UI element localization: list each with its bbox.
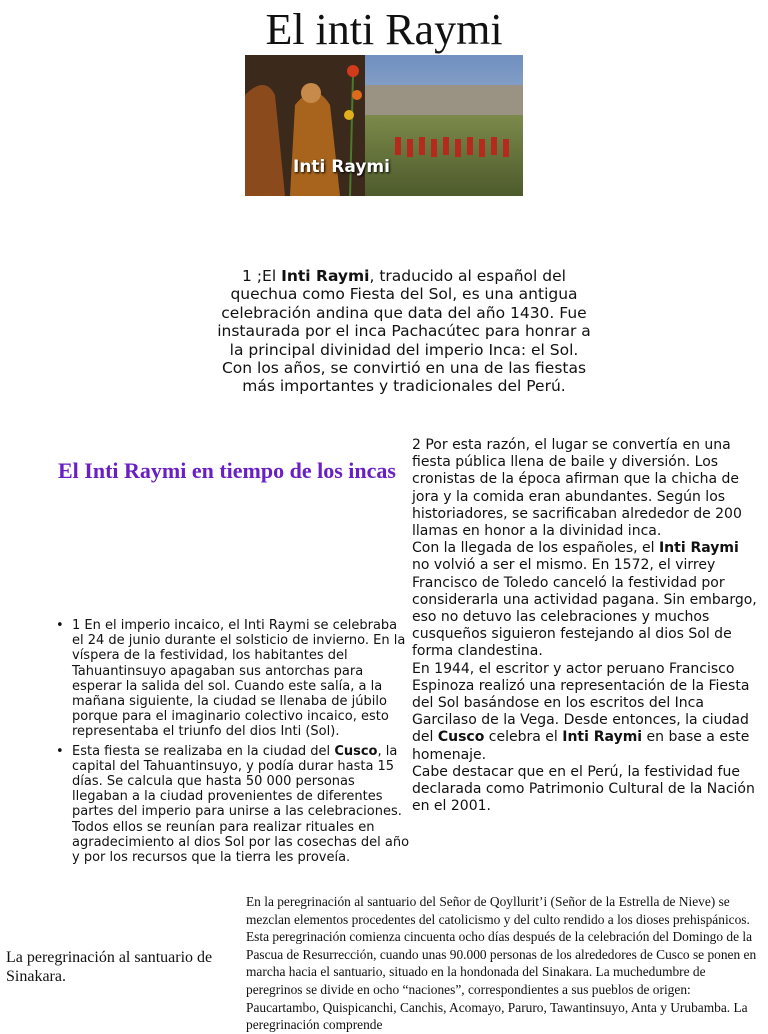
- paragraph-text: en base a este homenaje.: [412, 729, 750, 763]
- list-item: [56, 618, 412, 740]
- intro-text-start: 1 ;El: [242, 267, 282, 285]
- history-bullet-list: [56, 618, 412, 866]
- paragraph-text: Con la llegada de los españoles, el: [412, 540, 659, 557]
- right-column: [412, 437, 760, 815]
- page-title: El inti Raymi: [265, 5, 503, 54]
- paragraph-text: En 1944, el escritor y actor peruano Francisco Espinoza realizó una representación de la Fiesta del Sol basándose en los escritos del Inca Garcilaso de la Vega. Desde entonces, la ciudad del: [412, 660, 750, 746]
- paragraph: [412, 540, 760, 660]
- intro-paragraph: [214, 267, 594, 396]
- intro-text-end: , traducido al español del quechua como Fiesta del Sol, es una antigua celebración andina que data del año 1430. Fue instaurada por el inca Pachacútec para honrar a la principal divinidad del imperio Inca: el Sol. Con los años, se convirtió en una de las fiestas más importantes y tradicionales del Perú.: [217, 267, 591, 396]
- paragraph-bold: Inti Raymi: [658, 540, 739, 557]
- hero-caption: Inti Raymi: [293, 157, 390, 177]
- list-item: [56, 744, 412, 866]
- section-heading: El Inti Raymi en tiempo de los incas: [58, 458, 396, 483]
- bullet-bold: Cusco: [334, 743, 378, 759]
- hero-image: [245, 55, 523, 196]
- image-caption: La peregrinación al santuario de Sinakara.: [6, 949, 213, 985]
- bullet-text: , la capital del Tahuantinsuyo, y podía durar hasta 15 días. Se calcula que hasta 50 000 personas llegaban a la ciudad provenientes de diferentes partes del imperio para unirse a las celebraciones. Todos ellos se reunían para realizar rituales en agradecimiento al dios Sol por las cosechas del año y por los recursos que la tierra les proveía.: [72, 743, 410, 866]
- pilgrimage-paragraph: En la peregrinación al santuario del Señor de Qoyllurit’i (Señor de la Estrella de Nieve) se mezclan elementos procedentes del catolicismo y del culto rendido a los dioses prehispánicos. Esta peregrinación comienza cincuenta ocho días después de la celebración del Domingo de la Pascua de Resurrección, cuando unas 90.000 personas de los alrededores de Cusco se ponen en marcha hacia el santuario, situado en la hondonada del Sinakara. La muchedumbre de peregrinos se divide en ocho “naciones”, correspondientes a sus pueblos de origen: Paucartambo, Quispicanchi, Canchis, Acomayo, Paruro, Tawantinsuyo, Anta y Urubamba. La peregrinación comprende: [246, 894, 757, 1033]
- paragraph: 2 Por esta razón, el lugar se convertía en una fiesta pública llena de baile y diversión. Los cronistas de la época afirman que la chicha de jora y la comida eran abundantes. Según los historiadores, se sacrificaban alrededor de 200 llamas en honor a la divinidad inca.: [412, 437, 742, 540]
- bullet-text: 1 En el imperio incaico, el Inti Raymi se celebraba el 24 de junio durante el solsticio de invierno. En la víspera de la festividad, los habitantes del Tahuantinsuyo apagaban sus antorchas para esperar la salida del sol. Cuando este salía, a la mañana siguiente, la ciudad se llenaba de júbilo porque para el imaginario colectivo incaico, esto representaba el triunfo del dios Inti (Sol).: [72, 618, 406, 740]
- paragraph-text: celebra el: [484, 729, 563, 746]
- intro-bold: Inti Raymi: [281, 267, 370, 285]
- paragraph-bold: Inti Raymi: [562, 729, 643, 746]
- bullet-text: Esta fiesta se realizaba en la ciudad del: [72, 743, 335, 759]
- paragraph-bold: Cusco: [437, 729, 485, 746]
- paragraph: Cabe destacar que en el Perú, la festividad fue declarada como Patrimonio Cultural de la Nación en el 2001.: [412, 763, 755, 815]
- paragraph: [412, 661, 760, 764]
- paragraph-text: no volvió a ser el mismo. En 1572, el virrey Francisco de Toledo canceló la festividad por considerarla una actividad pagana. Sin embargo, eso no detuvo las celebraciones y muchos cusqueños siguieron festejando al dios Sol de forma clandestina.: [412, 557, 757, 660]
